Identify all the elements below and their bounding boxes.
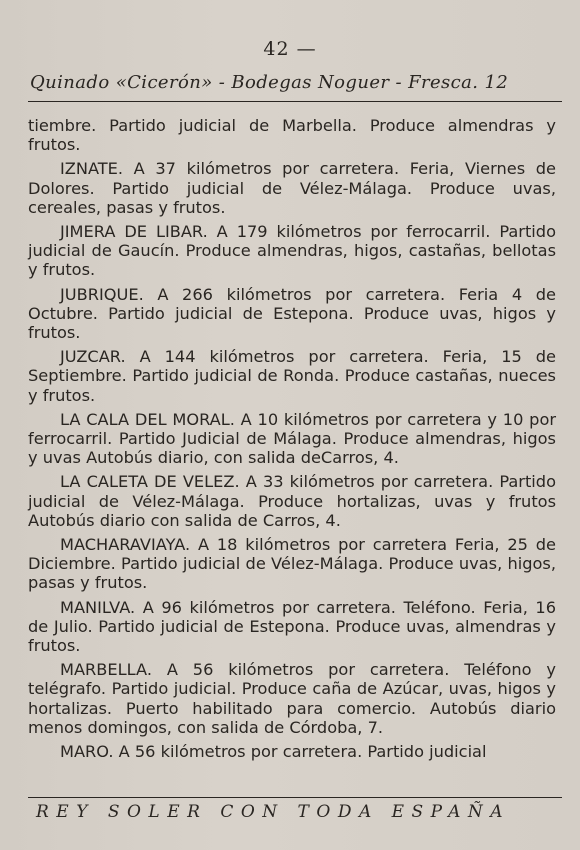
entry-juzcar: JUZCAR. A 144 kilómetros por carretera. Feria, 15 de Septiembre. Partido judicial de Ronda. Produce castañas, nueces y frutos. (28, 347, 556, 405)
entry-la-cala-del-moral: LA CALA DEL MORAL. A 10 kilómetros por carretera y 10 por ferrocarril. Partido Judicial de Málaga. Produce almendras, higos y uvas Autobús diario, con salida deCarros, 4. (28, 409, 556, 468)
entry-marbella: MARBELLA. A 56 kilómetros por carretera. Teléfono y telégrafo. Partido judicial. Produce caña de Azúcar, uvas, higos y hortalizas. Puerto habilitado para comercio. Autobús diario menos domingos, con salida de Córdoba, 7. (28, 660, 556, 737)
entry-maro: MARO. A 56 kilómetros por carretera. Partido judicial (60, 742, 487, 762)
entry-macharaviaya: MACHARAVIAYA. A 18 kilómetros por carretera Feria, 25 de Diciembre. Partido judicial de Vélez-Málaga. Produce uvas, higos, pasas y frutos. (28, 535, 556, 593)
entry-iznate: IZNATE. A 37 kilómetros por carretera. Feria, Viernes de Dolores. Partido judicial de Vélez-Málaga. Produce uvas, cereales, pasas y frutos. (28, 159, 556, 217)
footer-rule (28, 797, 562, 798)
page-number: 42 — (263, 38, 317, 60)
entry-manilva: MANILVA. A 96 kilómetros por carretera. Teléfono. Feria, 16 de Julio. Partido judicial de Estepona. Produce uvas, almendras y frutos. (28, 597, 556, 656)
header-rule (28, 101, 562, 102)
entry-la-caleta-de-velez: LA CALETA DE VELEZ. A 33 kilómetros por carretera. Partido judicial de Vélez-Málaga. Produce hortalizas, uvas y frutos Autobús diario con salida de Carros, 4. (28, 472, 556, 530)
running-header: Quinado «Cicerón» - Bodegas Noguer - Fresca. 12 (30, 72, 509, 93)
running-footer: REY SOLER CON TODA ESPAÑA (36, 802, 510, 822)
entry-jimera-de-libar: JIMERA DE LIBAR. A 179 kilómetros por ferrocarril. Partido judicial de Gaucín. Produce almendras, higos, castañas, bellotas y frutos. (28, 222, 556, 280)
body-text (28, 116, 556, 761)
entry-jubrique: JUBRIQUE. A 266 kilómetros por carretera. Feria 4 de Octubre. Partido judicial de Estepona. Produce uvas, higos y frutos. (28, 284, 556, 343)
paragraph-continuation: tiembre. Partido judicial de Marbella. Produce almendras y frutos. (28, 116, 556, 155)
